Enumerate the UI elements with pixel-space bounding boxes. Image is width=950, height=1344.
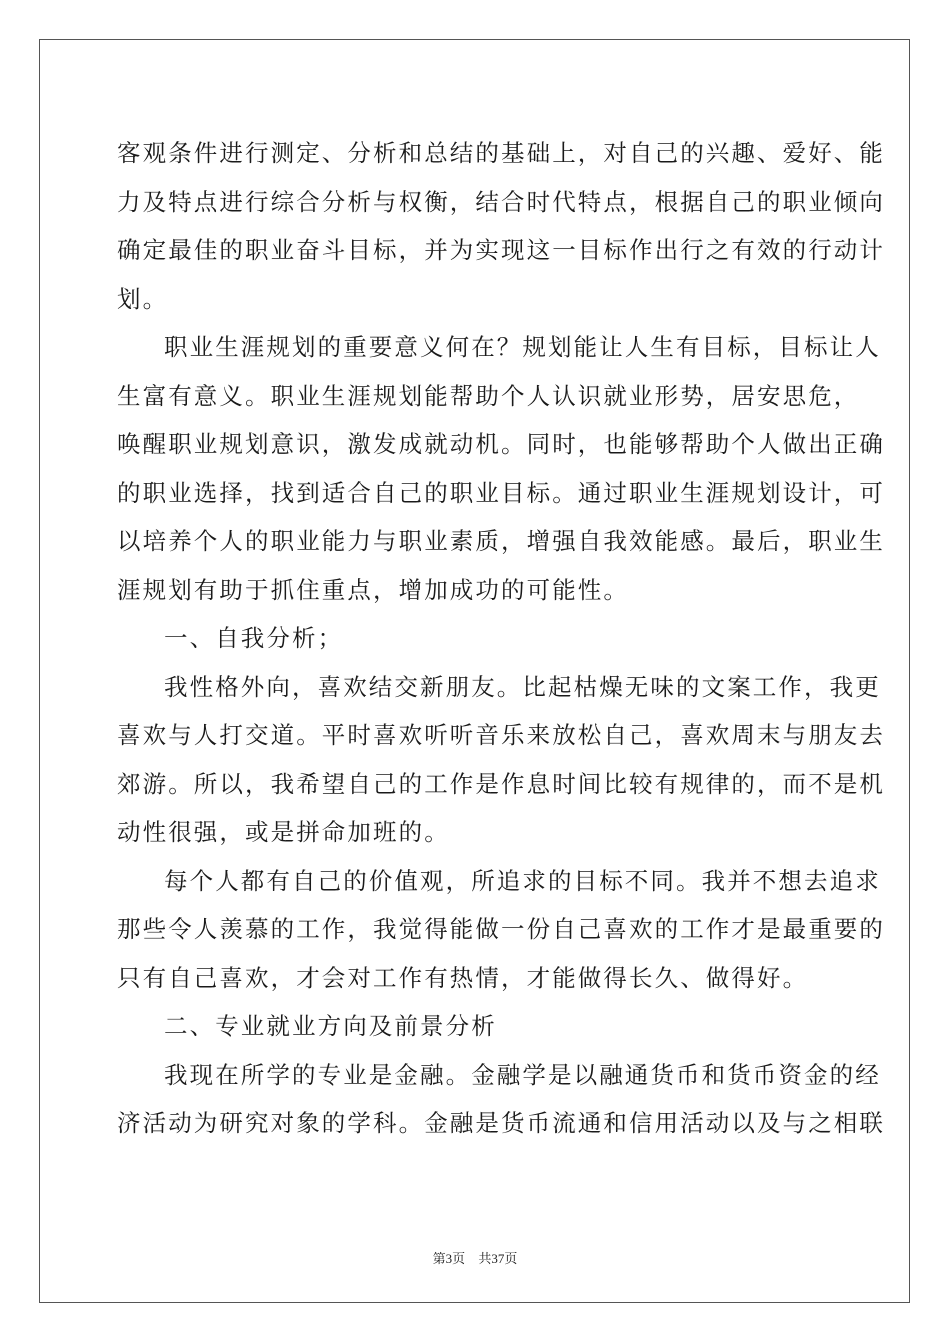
text-line: 只有自己喜欢，才会对工作有热情，才能做得长久、做得好。 bbox=[117, 963, 809, 992]
text-line: 生富有意义。职业生涯规划能帮助个人认识就业形势，居安思危， bbox=[117, 381, 860, 410]
text-line: 喜欢与人打交道。平时喜欢听听音乐来放松自己，喜欢周末与朋友去 bbox=[117, 721, 885, 749]
page-number: 第3页 bbox=[432, 1251, 466, 1266]
text-line: 动性很强，或是拼命加班的。 bbox=[117, 818, 450, 846]
text-line: 涯规划有助于抓住重点，增加成功的可能性。 bbox=[117, 575, 629, 604]
document-body bbox=[117, 129, 885, 1148]
page-total: 共37页 bbox=[478, 1251, 518, 1266]
text-line: 二、专业就业方向及前景分析 bbox=[164, 1012, 497, 1040]
text-line: 我现在所学的专业是金融。金融学是以融通货币和货币资金的经 bbox=[164, 1060, 881, 1089]
text-line: 唤醒职业规划意识，激发成就动机。同时，也能够帮助个人做出正确 bbox=[117, 430, 885, 458]
text-line: 一、自我分析； bbox=[164, 624, 344, 652]
page-footer bbox=[0, 1248, 950, 1267]
text-line: 每个人都有自己的价值观，所追求的目标不同。我并不想去追求 bbox=[164, 866, 881, 895]
text-line: 郊游。所以，我希望自己的工作是作息时间比较有规律的，而不是机 bbox=[117, 769, 885, 798]
text-line: 以培养个人的职业能力与职业素质，增强自我效能感。最后，职业生 bbox=[117, 527, 885, 555]
text-line: 济活动为研究对象的学科。金融是货币流通和信用活动以及与之相联 bbox=[117, 1109, 885, 1137]
text-line: 我性格外向，喜欢结交新朋友。比起枯燥无味的文案工作，我更 bbox=[164, 672, 881, 701]
text-line: 那些令人羡慕的工作，我觉得能做一份自己喜欢的工作才是最重要的 bbox=[117, 915, 885, 943]
text-line: 客观条件进行测定、分析和总结的基础上，对自己的兴趣、爱好、能 bbox=[117, 139, 885, 167]
text-line: 职业生涯规划的重要意义何在？规划能让人生有目标，目标让人 bbox=[164, 333, 881, 361]
text-line: 划。 bbox=[117, 284, 169, 313]
text-line: 确定最佳的职业奋斗目标，并为实现这一目标作出行之有效的行动计 bbox=[117, 236, 885, 264]
text-line: 的职业选择，找到适合自己的职业目标。通过职业生涯规划设计，可 bbox=[117, 478, 885, 507]
text-line: 力及特点进行综合分析与权衡，结合时代特点，根据自己的职业倾向 bbox=[117, 187, 885, 216]
